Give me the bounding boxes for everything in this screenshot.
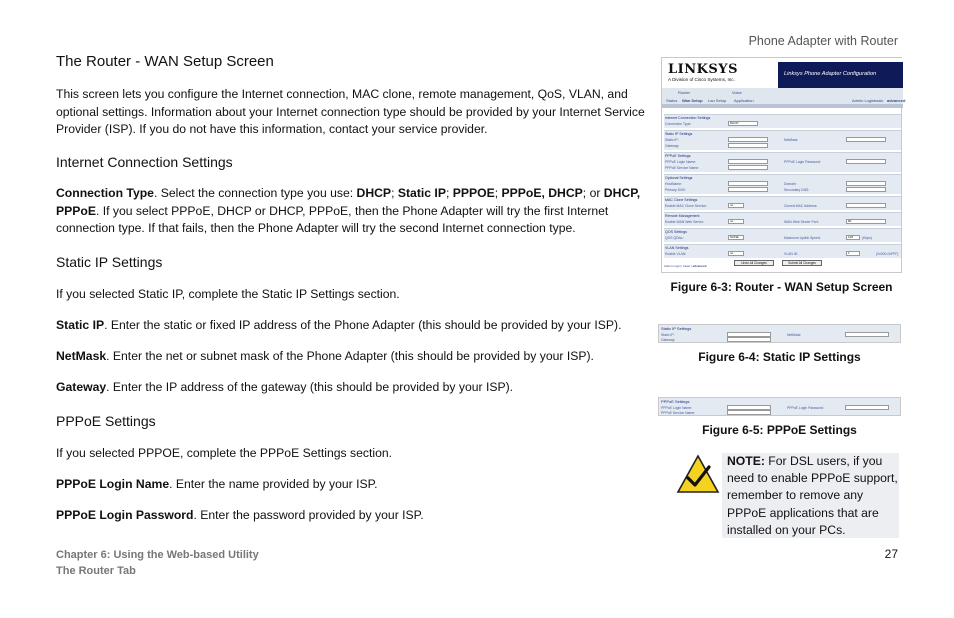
fig-input	[728, 159, 768, 164]
fig-vlan-section	[664, 244, 901, 258]
netmask-item	[56, 348, 654, 366]
footer	[56, 547, 259, 579]
footer-section: The Router Tab	[56, 565, 136, 577]
banner-text: Linksys Phone Adapter Configuration	[784, 71, 877, 77]
fig-input	[728, 181, 768, 186]
config-banner	[778, 62, 903, 88]
link-advanced: advanced	[887, 98, 906, 103]
screenshot-navbar	[662, 104, 903, 108]
fig-input	[727, 410, 771, 415]
term: PPPoE Login Name	[56, 477, 170, 491]
note-body: For DSL users, if you need to enable PPPoE support, remember to remove any PPPoE applications that are installed on your PCs.	[727, 454, 898, 537]
desc: . Enter the net or subnet mask of the Phone Adapter (this should be provided by your ISP).	[106, 349, 594, 363]
fig-input	[728, 187, 768, 192]
fig-input	[845, 332, 889, 337]
fig-optional-section	[664, 174, 901, 194]
desc: . Enter the static or fixed IP address of the Phone Adapter (this should be provided by your ISP).	[104, 318, 622, 332]
subtab-status: Status	[666, 98, 678, 103]
fig-section-title: QOS Settings	[665, 230, 687, 234]
fig-input	[728, 137, 768, 142]
option-static-ip: Static IP	[397, 186, 446, 200]
screenshot-tabs	[662, 88, 906, 104]
fig-section-title: Remote Management	[665, 214, 700, 218]
fig-input	[728, 143, 768, 148]
fig-label: Connection Type:	[665, 122, 692, 126]
fig-input	[728, 165, 768, 170]
subtab-application: Application	[734, 98, 754, 103]
fig-section-title: MAC Clone Settings	[665, 198, 698, 202]
pppoe-intro: If you selected PPPOE, complete the PPPoE Settings section.	[56, 446, 393, 460]
footer-chapter: Chapter 6: Using the Web-based Utility	[56, 549, 259, 561]
fig-section-title: PPPoE Settings	[661, 399, 690, 404]
fig-label: (Kbps)	[862, 236, 872, 240]
static-ip-item	[56, 317, 654, 335]
fig-label: Static IP:	[661, 333, 675, 337]
note-box	[722, 453, 899, 538]
fig-label: PPPoE Service Name:	[661, 411, 696, 415]
fig-section-title: Static IP Settings	[665, 132, 693, 136]
fig-pppoe-section	[664, 152, 901, 172]
static-ip-heading: Static IP Settings	[56, 254, 163, 270]
fig-label: Primary DNS:	[665, 188, 686, 192]
term: Static IP	[56, 318, 105, 332]
fig-label: PPPoE Login Password:	[787, 406, 824, 410]
fig-label: VLAN ID:	[784, 252, 799, 256]
connection-type-text: . Select the connection type you use:	[153, 186, 357, 200]
link-admin: Admin Login	[852, 98, 875, 103]
fig-input	[846, 159, 886, 164]
fig-section-title: Static IP Settings	[661, 326, 692, 331]
fig-label: QOS QDisc:	[665, 236, 684, 240]
fig-section-title: Internet Connection Settings	[665, 116, 711, 120]
term: PPPoE Login Password	[56, 508, 194, 522]
fig-label: Enable VLAN:	[665, 252, 687, 256]
desc: . Enter the IP address of the gateway (this should be provided by your ISP).	[106, 380, 514, 394]
option-pppoe-dhcp: PPPoE, DHCP	[501, 186, 583, 200]
fig-input: 1	[846, 251, 860, 256]
fig-select: no	[728, 251, 744, 256]
fig-bottom-links: Admin Login | basic | advanced	[664, 264, 707, 268]
connection-type-term: Connection Type	[56, 186, 154, 200]
fig-input	[846, 187, 886, 192]
fig-label: Secondary DNS:	[784, 188, 810, 192]
option-dhcp: DHCP	[356, 186, 392, 200]
link-admin: Admin Login	[664, 264, 681, 268]
fig-input	[846, 203, 886, 208]
term: NetMask	[56, 349, 107, 363]
logo-subtitle: A Division of Cisco Systems, Inc.	[668, 77, 735, 82]
tab-voice: Voice	[732, 90, 742, 95]
fig-label: Domain:	[784, 182, 797, 186]
figure-4-caption: Figure 6-4: Static IP Settings	[698, 350, 861, 364]
page-number: 27	[884, 547, 898, 561]
fig-label: PPPoE Login Name:	[665, 160, 697, 164]
fig-input: 128	[846, 235, 860, 240]
section-title: The Router - WAN Setup Screen	[56, 53, 274, 70]
tab-router: Router	[678, 90, 691, 95]
option-dhcp-pppoe: DHCP, PPPoE	[56, 186, 641, 218]
fig-label: PPPoE Service Name:	[665, 166, 700, 170]
fig-label: NetMask:	[787, 333, 802, 337]
fig-section-title: PPPoE Settings	[665, 154, 691, 158]
link-basic: basic	[874, 98, 884, 103]
desc: . Enter the password provided by your ISP.	[193, 508, 424, 522]
intro-paragraph: This screen lets you configure the Internet connection, MAC clone, remote management, QoS, VLAN, and optional settings. Information about your Internet connection type should be provided by your Internet Service Provider (ISP). If you do not have this information, contact your service provider.	[56, 87, 645, 137]
static-ip-intro: If you selected Static IP, complete the Static IP Settings section.	[56, 287, 400, 301]
wan-setup-screenshot	[661, 57, 906, 273]
subtab-wan: Wan Setup	[682, 98, 703, 103]
fig-label: Cloned MAC Address:	[784, 204, 818, 208]
fig-label: HostName:	[665, 182, 682, 186]
fig-select: DHCP	[728, 121, 758, 126]
fig-input: 80	[846, 219, 886, 224]
option-pppoe: PPPOE	[452, 186, 495, 200]
sep: ; or	[582, 186, 604, 200]
fig-label: Enable MAC Clone Service:	[665, 204, 708, 208]
fig-static-section	[664, 130, 901, 150]
checkmark-icon	[676, 454, 720, 494]
desc: . Enter the name provided by your ISP.	[169, 477, 378, 491]
fig-undo-button: Undo All Changes	[734, 260, 774, 266]
fig-label: (0x000-0xFFF)	[876, 252, 899, 256]
sep: ;	[391, 186, 398, 200]
fig-remote-section	[664, 212, 901, 226]
fig-input	[846, 181, 886, 186]
fig-label: NetMask:	[784, 138, 799, 142]
sep: ;	[494, 186, 502, 200]
fig-submit-button: Submit All Changes	[782, 260, 822, 266]
fig-mac-section	[664, 196, 901, 210]
internet-settings-heading: Internet Connection Settings	[56, 154, 233, 170]
running-header: Phone Adapter with Router	[748, 34, 898, 48]
fig-label: Maximum Uplink Speed:	[784, 236, 821, 240]
pppoe-heading: PPPoE Settings	[56, 413, 156, 429]
gateway-item	[56, 379, 654, 397]
fig-label: WAN Web Server Port:	[784, 220, 819, 224]
note-text	[727, 453, 899, 539]
connection-type-paragraph	[56, 185, 654, 238]
note-label: NOTE:	[727, 454, 765, 468]
fig-label: Gateway:	[661, 338, 676, 342]
fig-label: Gateway:	[665, 144, 680, 148]
term: Gateway	[56, 380, 107, 394]
fig-input	[845, 405, 889, 410]
sep: ;	[445, 186, 453, 200]
connection-type-text-2: . If you select PPPoE, DHCP or DHCP, PPPoE, then the Phone Adapter will try the first Internet connection type. If that fails, then the Phone Adapter will try the second Internet connection type.	[56, 203, 609, 236]
fig-input	[727, 337, 771, 342]
fig-section-title: Optional Settings	[665, 176, 693, 180]
figure-5-caption: Figure 6-5: PPPoE Settings	[702, 423, 857, 437]
link-advanced: advanced	[692, 264, 707, 268]
fig-qos-section	[664, 228, 901, 242]
fig-label: PPPoE Login Password:	[784, 160, 821, 164]
fig-label: PPPoE Login Name:	[661, 406, 693, 410]
pppoe-login-item	[56, 476, 654, 494]
link-basic: basic	[683, 264, 691, 268]
fig-section-title: VLAN Settings	[665, 246, 689, 250]
fig-input	[846, 137, 886, 142]
subtab-lan: Lan Setup	[708, 98, 727, 103]
fig-label: Enable WAN Web Server:	[665, 220, 705, 224]
fig-select: no	[728, 219, 744, 224]
fig-select: no	[728, 203, 744, 208]
fig-select: NONE	[728, 235, 744, 240]
figure-3-caption: Figure 6-3: Router - WAN Setup Screen	[670, 280, 893, 294]
pppoe-screenshot	[658, 397, 901, 416]
pppoe-password-item	[56, 507, 654, 525]
linksys-logo: LINKSYS	[668, 62, 738, 77]
fig-label: Static IP:	[665, 138, 679, 142]
fig-internet-section	[664, 114, 901, 128]
static-ip-screenshot	[658, 324, 901, 343]
